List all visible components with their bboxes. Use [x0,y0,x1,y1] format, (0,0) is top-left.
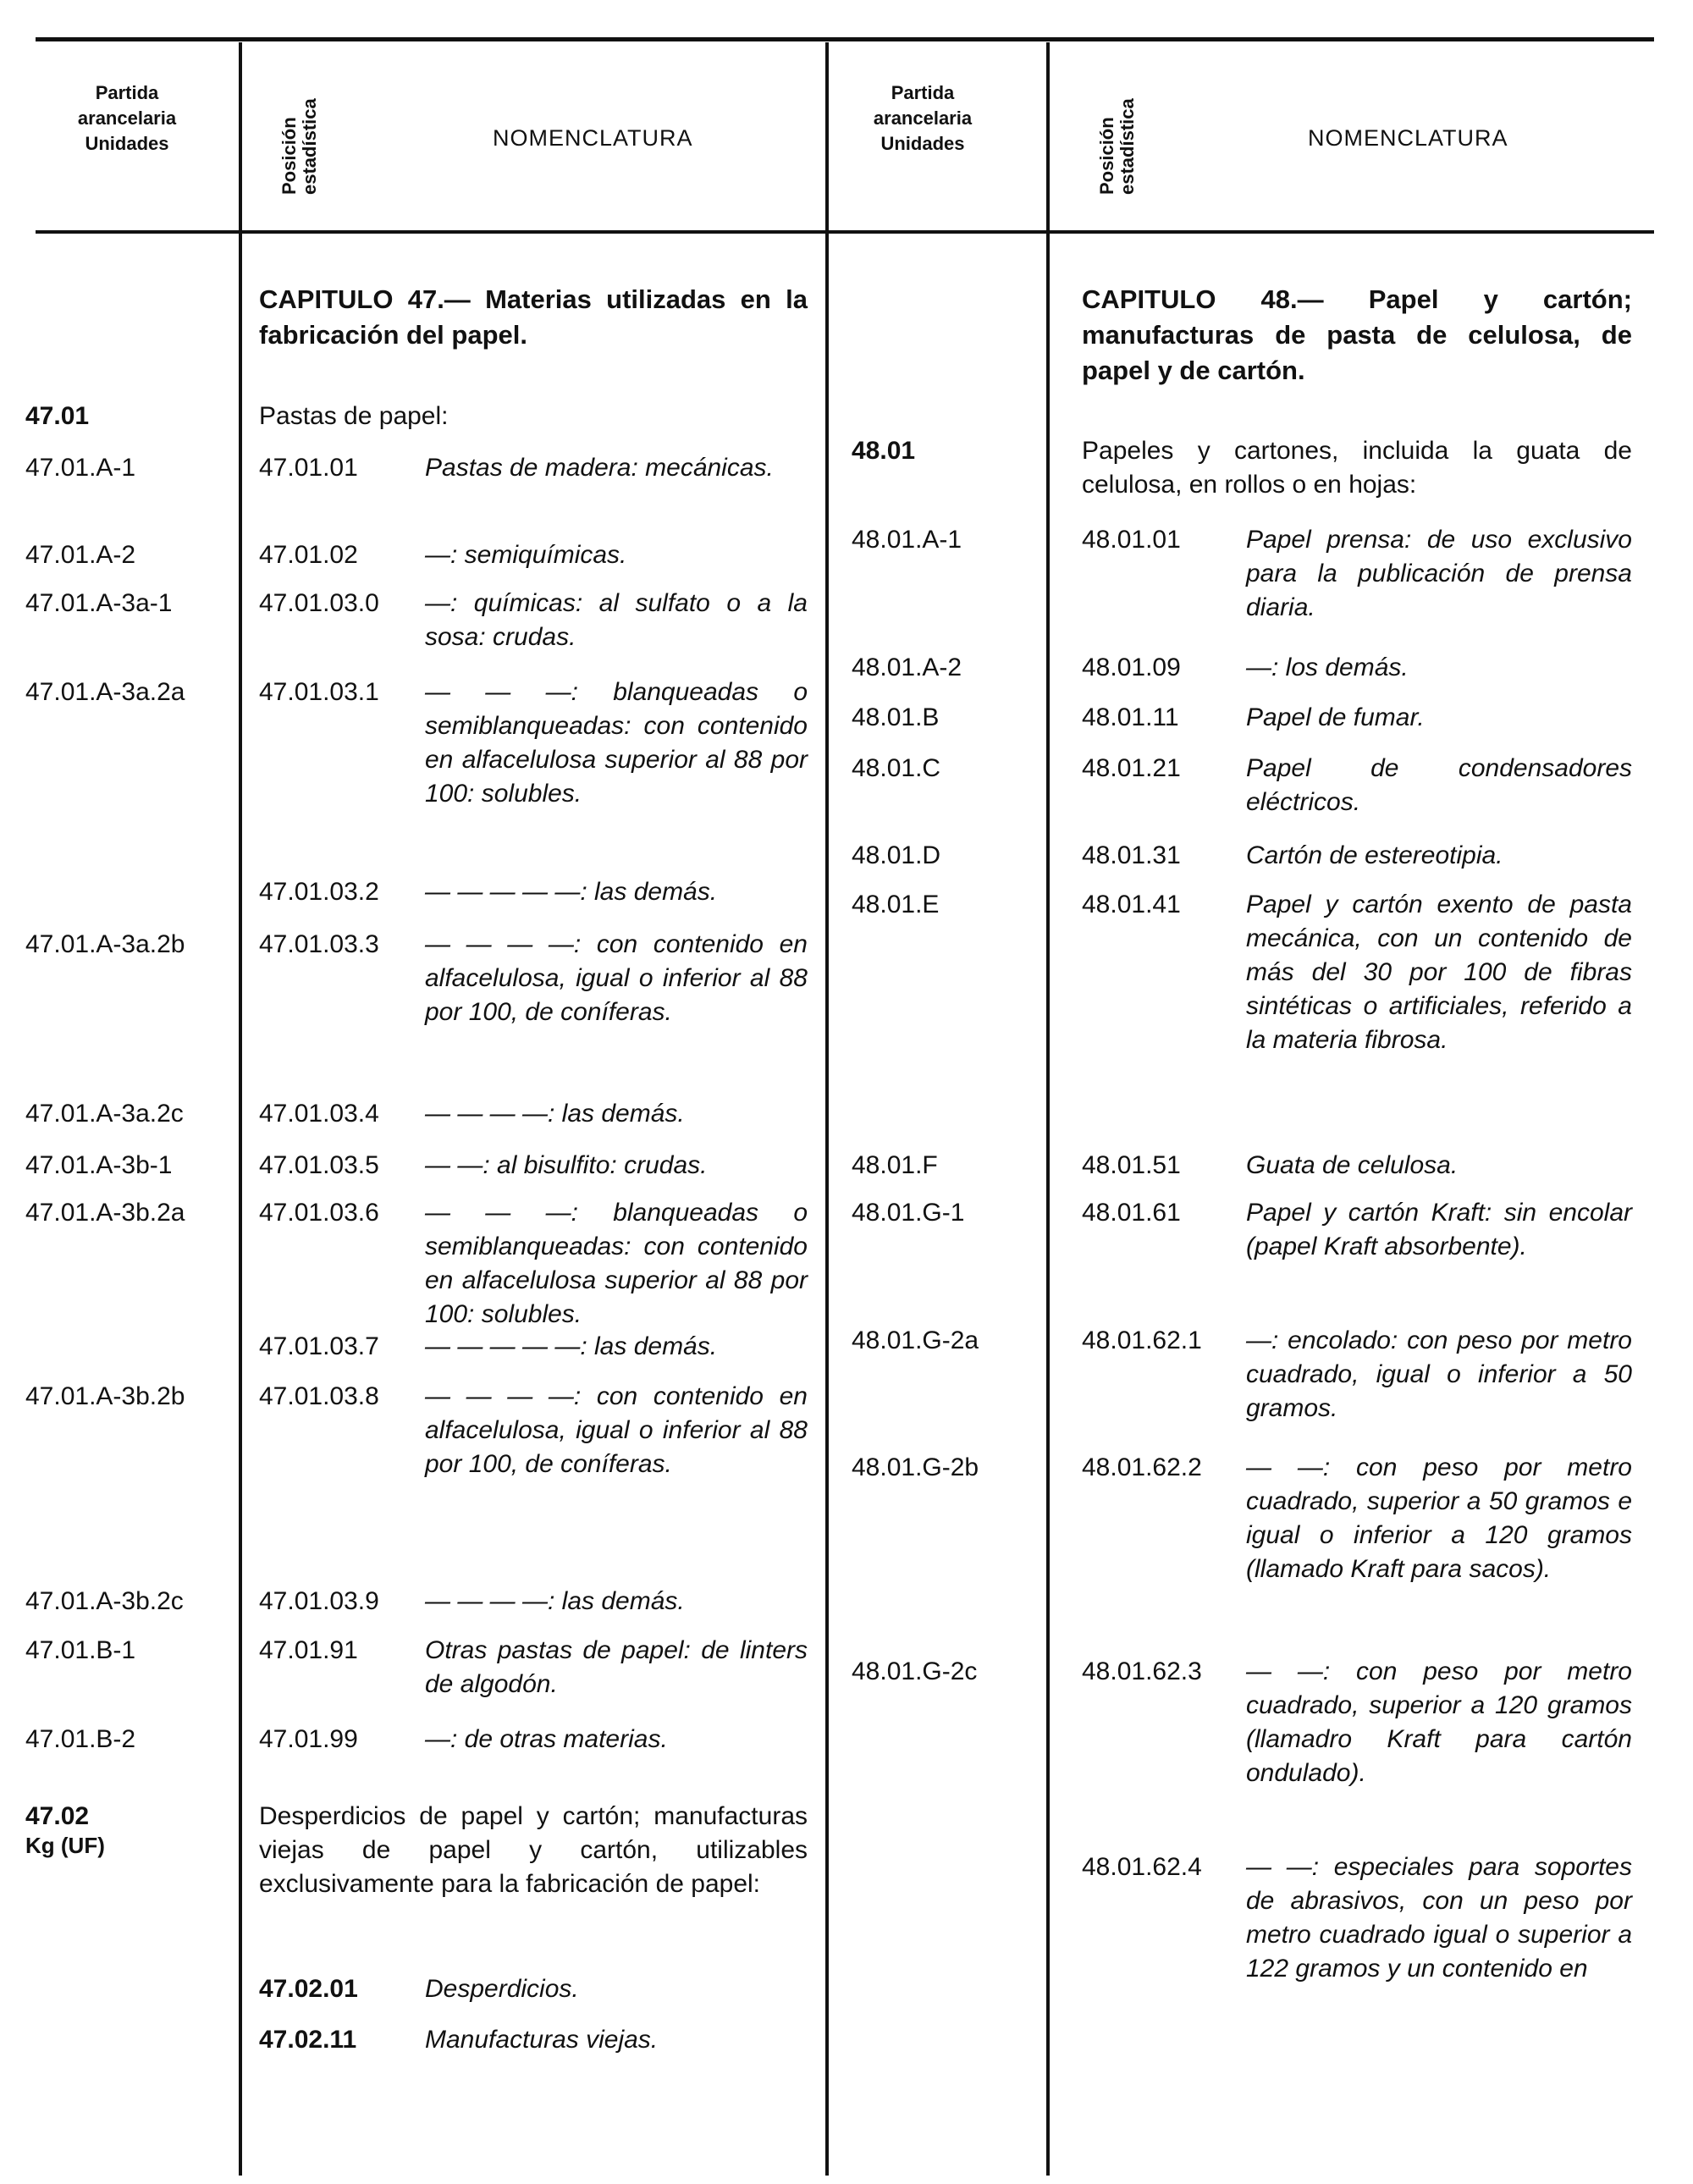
table-row-description: — — — —: las demás. [425,1587,685,1615]
heading-text: Pastas de papel: [259,402,449,430]
table-row-description: Pastas de madera: mecánicas. [425,454,774,482]
table-row-position: 48.01.11 [1082,703,1179,731]
table-row-code: 47.01.A-3b.2a [25,1199,185,1227]
table-row-description: Papel de condensadores eléctricos. [1246,754,1632,816]
heading-text: Papeles y cartones, incluida la guata de celulosa, en rollos o en hojas: [1082,437,1632,499]
table-row-description: — — — — —: las demás. [425,1332,718,1360]
table-row-description: Guata de celulosa. [1246,1151,1459,1179]
table-row-description: Papel prensa: de uso exclusivo para la publicación de prensa diaria. [1246,526,1632,621]
table-row-position: 48.01.62.3 [1082,1657,1202,1685]
heading-unit: Kg (UF) [25,1833,105,1858]
table-row-code: 47.01.A-3b-1 [25,1151,173,1179]
table-row-position: 47.01.03.9 [259,1587,379,1615]
table-row-position: 47.01.03.0 [259,589,379,617]
heading-code: 47.01 [25,402,90,430]
table-row-code: 48.01.A-2 [852,654,962,681]
table-row-description: —: semiquímicas. [425,541,627,569]
table-row-description: Papel y cartón Kraft: sin encolar (papel Kraft absorbente). [1246,1199,1632,1260]
table-row-position: 48.01.62.2 [1082,1453,1202,1481]
table-row-description: — —: especiales para soportes de abrasivos, con un peso por metro cuadrado igual o superior a 122 gramos y un contenido en [1246,1853,1632,1983]
table-row-code: 47.01.B-2 [25,1725,136,1753]
chapter-title: CAPITULO 48.— Papel y cartón; manufacturas de pasta de celulosa, de papel y de cartón. [1082,284,1632,385]
table-row-position: 47.01.03.1 [259,678,379,706]
header-position-right: Posición estadística [1096,98,1138,195]
header-nomenclature-left: NOMENCLATURA [493,125,693,151]
heading-text: Desperdicios de papel y cartón; manufacturas viejas de papel y cartón, utilizables exclusivamente para la fabricación de papel: [259,1802,808,1898]
table-row-description: Cartón de estereotipia. [1246,841,1503,869]
table-row-description: — —: con peso por metro cuadrado, superior a 50 gramos e igual o inferior a 120 gramos (llamado Kraft para sacos). [1246,1453,1632,1583]
table-row-description: — — — —: con contenido en alfacelulosa, igual o inferior al 88 por 100, de coníferas. [425,1382,808,1478]
table-row-code: 48.01.G-2b [852,1453,979,1481]
table-row-code: 48.01.D [852,841,941,869]
table-row-position: 47.01.91 [259,1636,358,1664]
table-row-position: 48.01.62.1 [1082,1326,1202,1354]
table-row-code: 48.01.G-2c [852,1657,978,1685]
table-row-position: 48.01.51 [1082,1151,1181,1179]
table-row-position: 47.02.01 [259,1975,358,2003]
column-divider [239,42,242,2176]
header-nomenclature-right: NOMENCLATURA [1308,125,1508,151]
table-row-position: 47.01.03.8 [259,1382,379,1410]
table-row-code: 48.01.A-1 [852,526,962,554]
table-row-description: —: químicas: al sulfato o a la sosa: crudas. [425,589,808,651]
table-row-position: 47.01.03.5 [259,1151,379,1179]
top-rule [36,37,1654,41]
header-units-label: Partida arancelaria Unidades [77,82,177,154]
table-row-code: 47.01.B-1 [25,1636,136,1664]
table-row-code: 47.01.A-3a.2a [25,678,185,706]
table-row-position: 47.01.03.6 [259,1199,379,1227]
header-rule [36,230,1654,234]
table-row-position: 47.01.03.4 [259,1100,379,1128]
table-row-code: 47.01.A-3b.2b [25,1382,185,1410]
table-row-position: 47.01.03.2 [259,878,379,906]
table-row-code: 48.01.C [852,754,941,782]
table-row-code: 47.01.A-3a.2b [25,930,185,958]
column-divider [825,42,829,2176]
table-row-position: 48.01.31 [1082,841,1181,869]
table-row-code: 47.01.A-1 [25,454,136,482]
chapter-title: CAPITULO 47.— Materias utilizadas en la fabricación del papel. [259,284,808,350]
header-position-left: Posición estadística [278,98,320,195]
table-row-code: 47.01.A-3a-1 [25,589,173,617]
table-row-description: — — — —: las demás. [425,1100,685,1128]
table-row-code: 48.01.E [852,891,940,918]
table-row-position: 48.01.62.4 [1082,1853,1202,1881]
table-row-description: Otras pastas de papel: de linters de algodón. [425,1636,808,1698]
table-row-code: 47.01.A-3a.2c [25,1100,184,1128]
table-row-position: 47.02.11 [259,2026,357,2054]
header-units-right: Partida arancelaria Unidades [873,82,973,154]
table-row-description: Manufacturas viejas. [425,2026,659,2054]
table-row-description: Papel de fumar. [1246,703,1425,731]
table-row-description: —: encolado: con peso por metro cuadrado, igual o inferior a 50 gramos. [1246,1326,1632,1422]
table-row-description: — — —: blanqueadas o semiblanqueadas: con contenido en alfacelulosa superior al 88 por 100: solubles. [425,1199,808,1328]
table-row-description: — —: con peso por metro cuadrado, superior a 120 gramos (llamadro Kraft para cartón ondulado). [1246,1657,1632,1787]
table-row-position: 48.01.61 [1082,1199,1181,1227]
table-row-position: 48.01.09 [1082,654,1181,681]
table-row-code: 48.01.G-2a [852,1326,979,1354]
table-row-position: 47.01.01 [259,454,358,482]
table-row-description: — — — — —: las demás. [425,878,718,906]
table-row-code: 47.01.A-3b.2c [25,1587,184,1615]
table-row-description: — — —: blanqueadas o semiblanqueadas: con contenido en alfacelulosa superior al 88 por 100: solubles. [425,678,808,808]
table-row-code: 47.01.A-2 [25,541,136,569]
table-row-description: Desperdicios. [425,1975,579,2003]
table-row-code: 48.01.F [852,1151,938,1179]
header-units-left [42,80,212,157]
table-row-code: 48.01.B [852,703,940,731]
table-row-position: 48.01.41 [1082,891,1181,918]
table-row-position: 47.01.03.3 [259,930,379,958]
table-row-position: 48.01.01 [1082,526,1181,554]
heading-code: 48.01 [852,437,916,465]
table-row-description: — —: al bisulfito: crudas. [425,1151,708,1179]
table-row-description: —: los demás. [1246,654,1409,681]
table-row-position: 47.01.02 [259,541,358,569]
table-row-position: 47.01.03.7 [259,1332,379,1360]
table-row-position: 48.01.21 [1082,754,1181,782]
heading-code: 47.02 [25,1802,90,1830]
table-row-description: —: de otras materias. [425,1725,668,1753]
table-row-description: — — — —: con contenido en alfacelulosa, igual o inferior al 88 por 100, de coníferas. [425,930,808,1026]
table-row-description: Papel y cartón exento de pasta mecánica, con un contenido de más del 30 por 100 de fibras sintéticas o artificiales, referido a la materia fibrosa. [1246,891,1632,1054]
table-row-code: 48.01.G-1 [852,1199,965,1227]
table-row-position: 47.01.99 [259,1725,358,1753]
column-divider [1046,42,1050,2176]
